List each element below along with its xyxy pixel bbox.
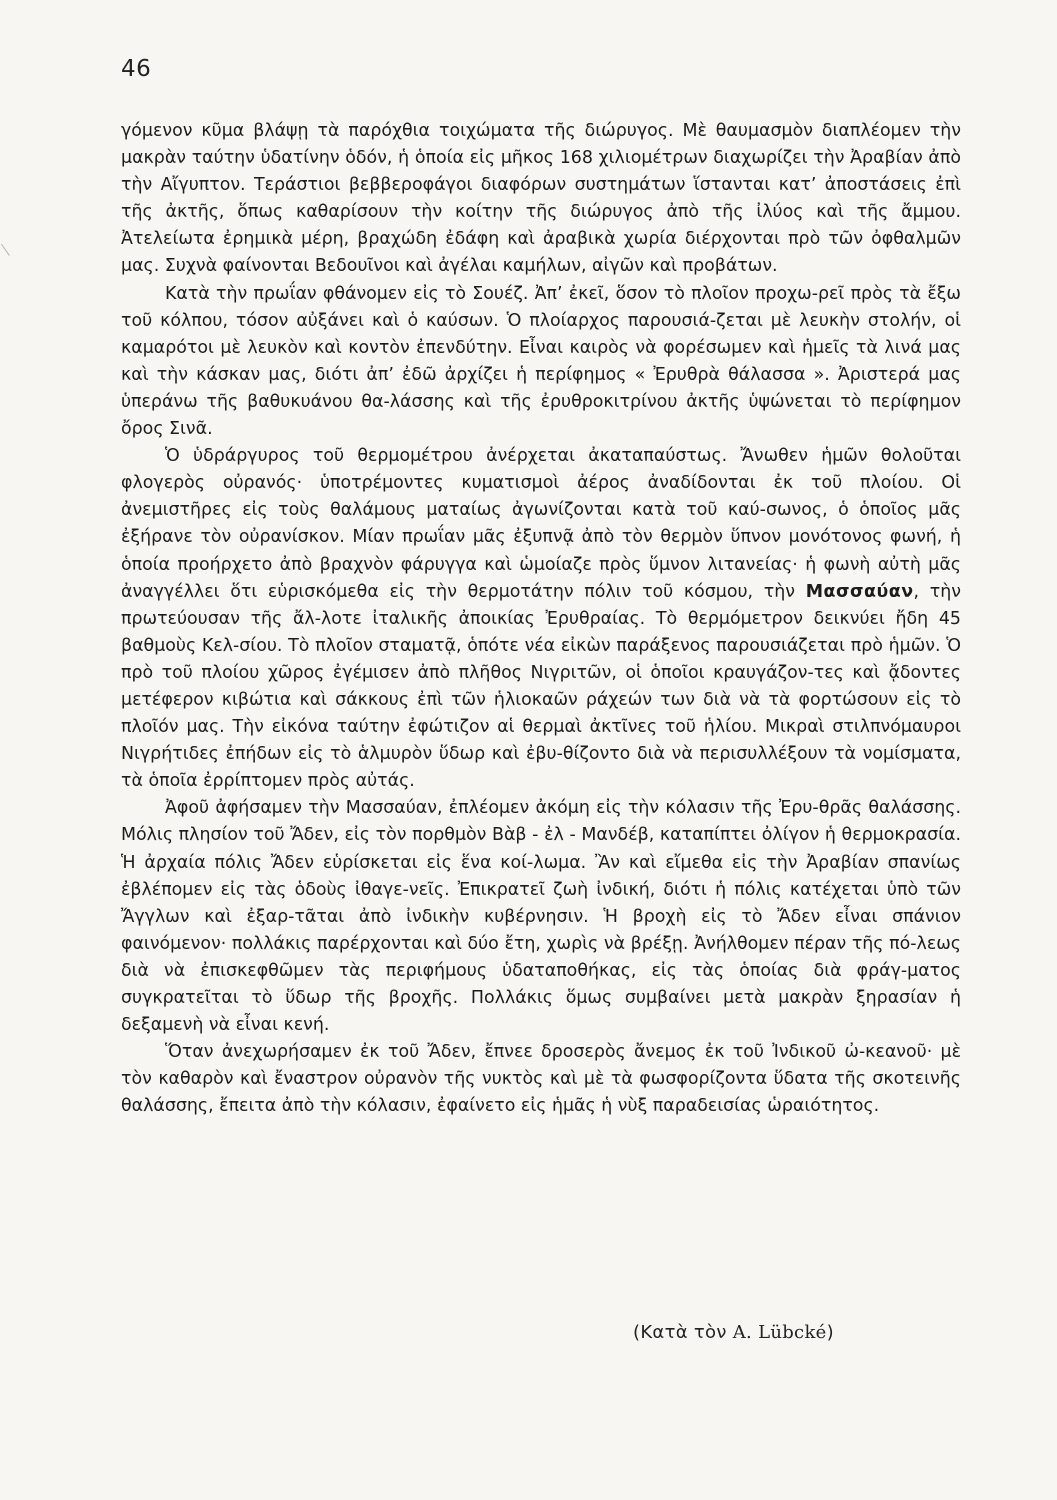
paragraph-5: Ὅταν ἀνεχωρήσαμεν ἐκ τοῦ Ἄδεν, ἔπνεε δροσερὸς ἄνεμος ἐκ τοῦ Ἰνδικοῦ ὠ-κεανοῦ· μὲ τὸν καθαρὸν καὶ ἔναστρον οὐρανὸν τῆς νυκτὸς καὶ μὲ τὰ φωσφορίζοντα ὕδατα τῆς σκοτεινῆς θαλάσσης, ἔπειτα ἀπὸ τὴν κόλασιν, ἐφαίνετο εἰς ἡμᾶς ἡ νὺξ παραδεισίας ὡραιότητος.: [121, 1042, 961, 1117]
page-number: 46: [121, 56, 152, 82]
paragraph-3-text-b: , τὴν πρωτεύουσαν τῆς ἄλ-λοτε ἰταλικῆς ἀποικίας Ἐρυθραίας. Τὸ θερμόμετρον δεικνύει ἤδη 45 βαθμοὺς Κελ-σίου. Τὸ πλοῖον σταματᾷ, ὁπότε νέα εἰκὼν παράξενος παρουσιάζεται πρὸ ἡμῶν. Ὁ πρὸ τοῦ πλοίου χῶρος ἐγέμισεν ἀπὸ πλῆθος Νιγριτῶν, οἱ ὁποῖοι κραυγάζον-τες καὶ ᾄδοντες μετέφερον κιβώτια καὶ σάκκους ἐπὶ τῶν ἡλιοκαῶν ράχεών των διὰ νὰ τὰ φορτώσουν εἰς τὸ πλοῖόν μας. Τὴν εἰκόνα ταύτην ἐφώτιζον αἱ θερμαὶ ἀκτῖνες τοῦ ἡλίου. Μικραὶ στιλπνόμαυροι Νιγρήτιδες ἐπήδων εἰς τὸ ἁλμυρὸν ὕδωρ καὶ ἐβυ-θίζοντο διὰ νὰ περισυλλέξουν τὰ νομίσματα, τὰ ὁποῖα ἐρρίπτομεν πρὸς αὐτάς.: [121, 581, 961, 792]
paragraph-4: Ἀφοῦ ἀφήσαμεν τὴν Μασσαύαν, ἐπλέομεν ἀκόμη εἰς τὴν κόλασιν τῆς Ἐρυ-θρᾶς θαλάσσης. Μόλις πλησίον τοῦ Ἄδεν, εἰς τὸν πορθμὸν Βὰβ - ἐλ - Μανδέβ, καταπίπτει ὀλίγον ἡ θερμοκρασία. Ἡ ἀρχαία πόλις Ἄδεν εὑρίσκεται εἰς ἕνα κοί-λωμα. Ἂν καὶ εἴμεθα εἰς τὴν Ἀραβίαν σπανίως ἐβλέπομεν εἰς τὰς ὁδοὺς ἰθαγε-νεῖς. Ἐπικρατεῖ ζωὴ ἰνδική, διότι ἡ πόλις κατέχεται ὑπὸ τῶν Ἄγγλων καὶ ἐξαρ-τᾶται ἀπὸ ἰνδικὴν κυβέρνησιν. Ἡ βροχὴ εἰς τὸ Ἄδεν εἶναι σπάνιον φαινόμενον· πολλάκις παρέρχονται καὶ δύο ἔτη, χωρὶς νὰ βρέξῃ. Ἀνήλθομεν πέραν τῆς πό-λεως διὰ νὰ ἐπισκεφθῶμεν τὰς περιφήμους ὑδαταποθήκας, εἰς τὰς ὁποίας διὰ φράγ-ματος συγκρατεῖται τὸ ὕδωρ τῆς βροχῆς. Πολλάκις ὅμως συμβαίνει μετὰ μακρὰν ξηρασίαν ἡ δεξαμενὴ νὰ εἶναι κενή.: [121, 798, 961, 1036]
attribution-prefix: (Κατὰ τὸν: [633, 1322, 733, 1343]
paragraph-3: [121, 443, 961, 795]
body-text: [121, 118, 961, 1120]
paragraph-3-text-a: Ὁ ὑδράργυρος τοῦ θερμομέτρου ἀνέρχεται ἀκαταπαύστως. Ἄνωθεν ἡμῶν θολοῦται φλογερὸς οὐρανός· ὑποτρέμοντες κυματισμοὶ ἀέρος ἀναδίδονται ἐκ τοῦ πλοίου. Οἱ ἀνεμιστῆρες εἰς τοὺς θαλάμους ματαίως ἀγωνίζονται κατὰ τοῦ καύ-σωνος, ὁ ὁποῖος μᾶς ἐξήρανε τὸν οὐρανίσκον. Μίαν πρωΐαν μᾶς ἐξυπνᾷ ἀπὸ τὸν θερμὸν ὕπνον μονότονος φωνή, ἡ ὁποία προήρχετο ἀπὸ βραχνὸν φάρυγγα καὶ ὡμοίαζε πρὸς ὕμνον λιτανείας· ἡ φωνὴ αὐτὴ μᾶς ἀναγγέλλει ὅτι εὑρισκόμεθα εἰς τὴν θερμοτάτην πόλιν τοῦ κόσμου, τὴν: [121, 446, 961, 602]
attribution-suffix: ): [826, 1322, 834, 1343]
attribution-author: A. Lübcké: [732, 1322, 827, 1343]
bold-place-name: Μασσαύαν: [805, 581, 914, 602]
paragraph-2: Κατὰ τὴν πρωΐαν φθάνομεν εἰς τὸ Σουέζ. Ἀπ’ ἐκεῖ, ὅσον τὸ πλοῖον προχω-ρεῖ πρὸς τὰ ἔξω τοῦ κόλπου, τόσον αὐξάνει καὶ ὁ καύσων. Ὁ πλοίαρχος παρουσιά-ζεται μὲ λευκὴν στολήν, οἱ καμαρότοι μὲ λευκὸν καὶ κοντὸν ἐπενδύτην. Εἶναι καιρὸς νὰ φορέσωμεν καὶ ἡμεῖς τὰ λινά μας καὶ τὴν κάσκαν μας, διότι ἀπ’ ἐδῶ ἀρχίζει ἡ περίφημος « Ἐρυθρὰ θάλασσα ». Ἀριστερά μας ὑπεράνω τῆς βαθυκυάνου θα-λάσσης καὶ τῆς ἐρυθροκιτρίνου ἀκτῆς ὑψώνεται τὸ περίφημον ὄρος Σινᾶ.: [121, 283, 961, 440]
margin-pencil-mark: [1, 238, 18, 256]
paragraph-1: γόμενον κῦμα βλάψῃ τὰ παρόχθια τοιχώματα τῆς διώρυγος. Μὲ θαυμασμὸν διαπλέομεν τὴν μακρὰν ταύτην ὑδατίνην ὁδόν, ἡ ὁποία εἰς μῆκος 168 χιλιομέτρων διαχωρίζει τὴν Ἀραβίαν ἀπὸ τὴν Αἴγυπτον. Τεράστιοι βεββεροφάγοι διαφόρων συστημάτων ἵστανται κατ’ ἀποστάσεις ἐπὶ τῆς ἀκτῆς, ὅπως καθαρίσουν τὴν κοίτην τῆς διώρυγος ἀπὸ τῆς ἰλύος καὶ τῆς ἄμμου. Ἀτελείωτα ἐρημικὰ μέρη, βραχώδη ἐδάφη καὶ ἀραβικὰ χωρία διέρχονται πρὸ τῶν ὀφθαλμῶν μας. Συχνὰ φαίνονται Βεδουῖνοι καὶ ἀγέλαι καμήλων, αἰγῶν καὶ προβάτων.: [121, 121, 961, 277]
source-attribution: [633, 1322, 834, 1343]
